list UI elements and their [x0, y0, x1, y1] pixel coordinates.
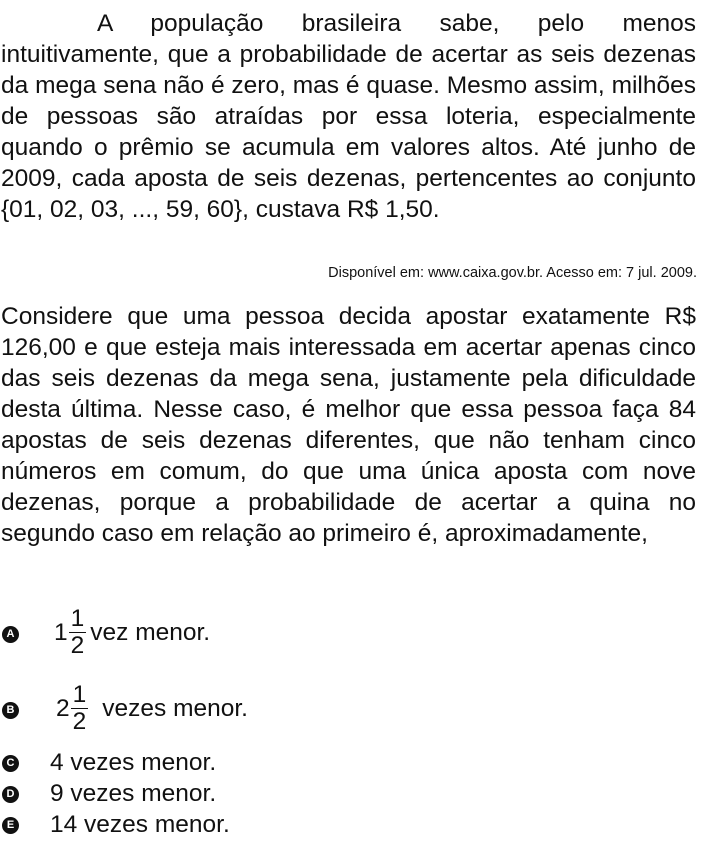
option-a-denominator: 2 [70, 632, 85, 659]
option-a-fraction [69, 606, 87, 659]
option-e-text: 14 vezes menor. [50, 811, 230, 838]
source-citation: Disponível em: www.caixa.gov.br. Acesso em: 7 jul. 2009. [328, 265, 697, 281]
option-a-rest: vez menor. [90, 618, 211, 646]
option-c-badge: C [2, 755, 19, 772]
option-b-denominator: 2 [72, 708, 87, 735]
option-a-numerator: 1 [70, 605, 85, 632]
option-b-whole: 2 [56, 694, 70, 722]
question-paragraph: Considere que uma pessoa decida apostar exatamente R$ 126,00 e que esteja mais interessada em acertar apenas cinco das seis dezenas da mega sena, justamente pela dificuldade desta última. Nesse caso, é melhor que essa pessoa faça 84 apostas de seis dezenas diferentes, que não tenham cinco números em comum, do que uma única aposta com nove dezenas, porque a probabilidade de acertar a quina no segundo caso em relação ao primeiro é, aproximadamente, [1, 303, 696, 547]
option-b-text [56, 682, 248, 735]
option-a-badge: A [2, 626, 19, 643]
option-c-text: 4 vezes menor. [50, 749, 217, 776]
option-a-text [54, 606, 210, 659]
option-e-badge: E [2, 817, 19, 834]
option-b-fraction [71, 682, 89, 735]
option-b-numerator: 1 [72, 681, 87, 708]
intro-paragraph: A população brasileira sabe, pelo menos intuitivamente, que a probabilidade de acertar as seis dezenas da mega sena não é zero, mas é quase. Mesmo assim, milhões de pessoas são atraídas por essa loteria, especialmente quando o prêmio se acumula em valores altos. Até junho de 2009, cada aposta de seis dezenas, pertencentes ao conjunto {01, 02, 03, ..., 59, 60}, custava R$ 1,50. [1, 10, 696, 223]
option-b-rest: vezes menor. [102, 694, 248, 722]
option-b-badge: B [2, 702, 19, 719]
option-a-whole: 1 [54, 618, 68, 646]
option-d-badge: D [2, 786, 19, 803]
option-d-text: 9 vezes menor. [50, 780, 217, 807]
